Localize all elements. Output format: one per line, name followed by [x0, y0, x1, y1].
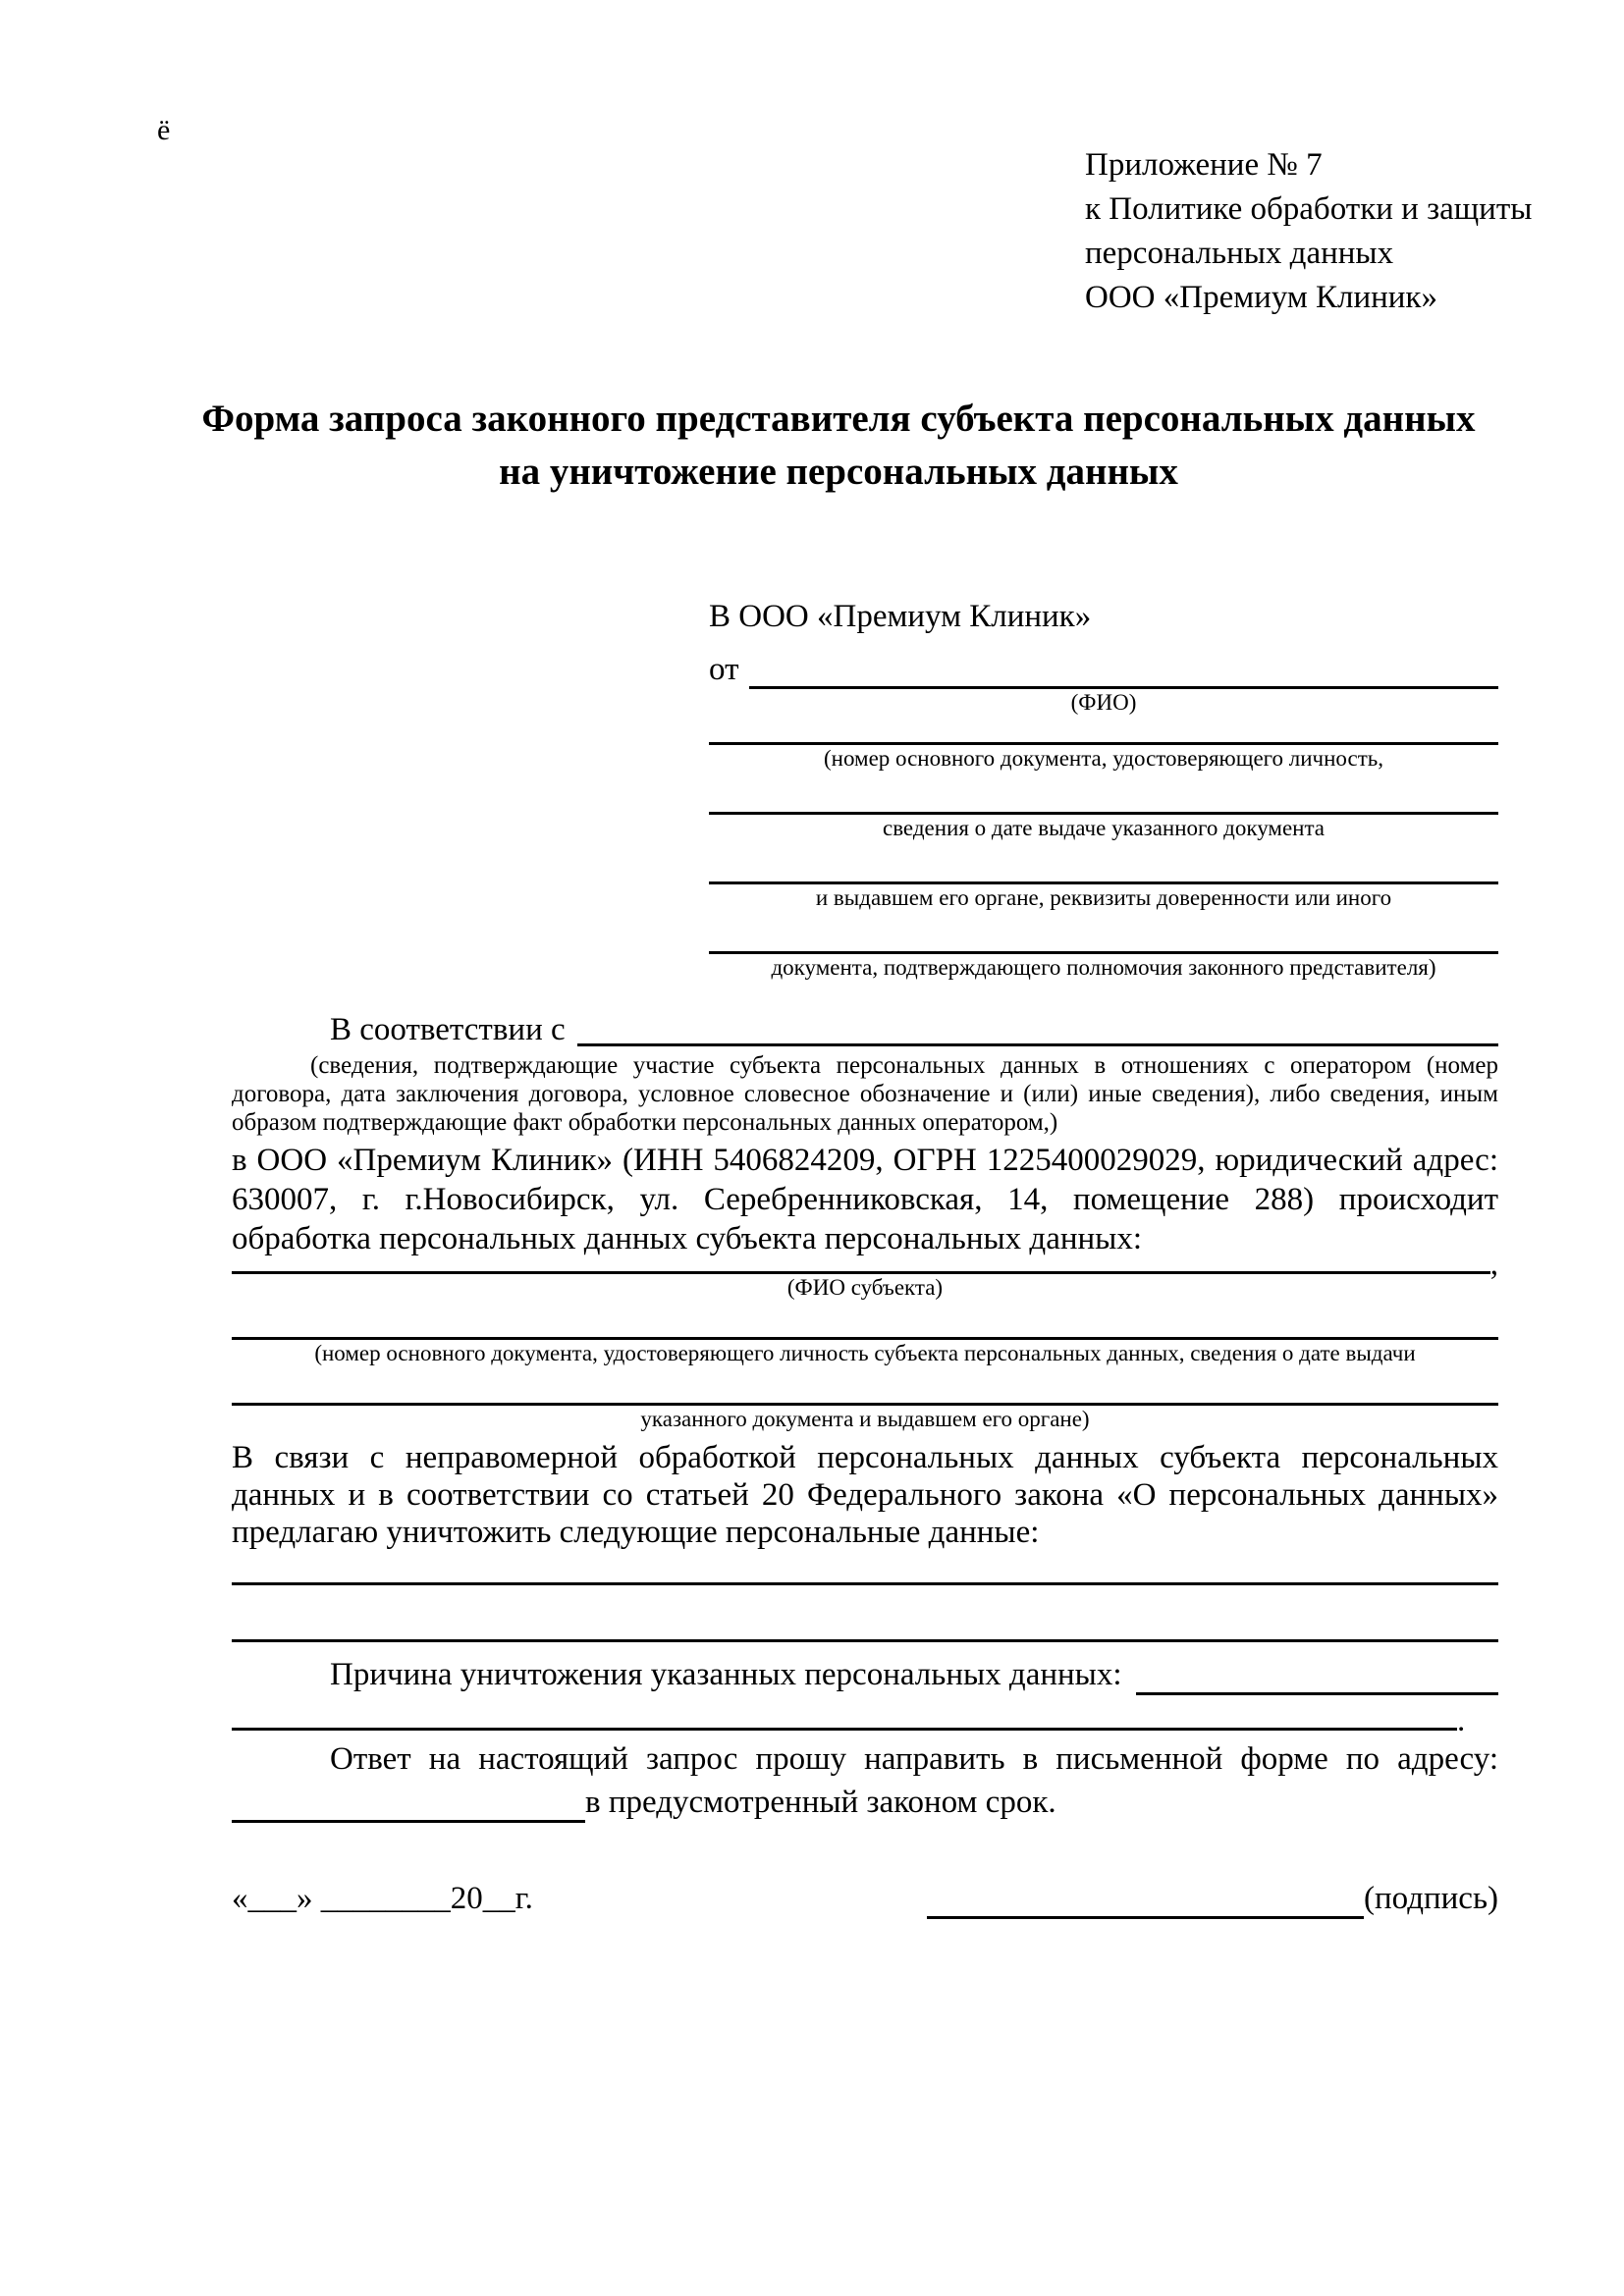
form-title	[179, 393, 1498, 499]
representative-doc-number-field[interactable]	[709, 717, 1498, 745]
main-body	[232, 1011, 1498, 1919]
form-title-line1: Форма запроса законного представителя субъекта персональных данных	[201, 398, 1476, 440]
fio-caption: (ФИО)	[1070, 690, 1137, 715]
appendix-policy-line2: персональных данных	[1085, 236, 1394, 271]
accordance-label: В соответствии с	[330, 1012, 566, 1047]
representative-doc-caption2: сведения о дате выдаче указанного документа	[882, 816, 1326, 840]
unlawful-processing-paragraph: В связи с неправомерной обработкой персональных данных субъекта персональных данных и в соответствии со статьей 20 Федерального закона «О персональных данных» предлагаю уничтожить следующие персональные данные:	[232, 1440, 1498, 1550]
date-template: «___» ________20__г.	[232, 1881, 533, 1916]
representative-doc-date-field[interactable]	[709, 773, 1498, 815]
appendix-org-name: ООО «Премиум Клиник»	[1085, 280, 1437, 315]
answer-paragraph: Ответ на настоящий запрос прошу направить в письменной форме по адресу:	[330, 1741, 1498, 1777]
addressee-block	[709, 595, 1498, 982]
signature-caption: (подпись)	[1364, 1881, 1498, 1916]
subject-fio-row	[232, 1247, 1498, 1282]
subject-fio-caption: (ФИО субъекта)	[786, 1275, 944, 1300]
appendix-number: Приложение № 7	[1085, 147, 1323, 183]
subject-doc-caption2: указанного документа и выдавшем его органе)	[640, 1407, 1090, 1431]
form-title-line2: на уничтожение персональных данных	[499, 451, 1178, 493]
subject-doc-issuer-field[interactable]	[232, 1367, 1498, 1406]
subject-doc-number-field[interactable]	[232, 1302, 1498, 1340]
signature-group	[927, 1878, 1498, 1919]
answer-address-row	[232, 1782, 1498, 1823]
representative-doc-caption4: документа, подтверждающего полномочия законного представителя)	[771, 955, 1436, 980]
data-to-destroy-field-2[interactable]	[232, 1585, 1498, 1642]
subject-doc-caption1: (номер основного документа, удостоверяющего личность субъекта персональных данных, сведения о дате выдачи	[314, 1341, 1416, 1365]
representative-doc-issuer-field[interactable]	[709, 842, 1498, 884]
reason-row	[232, 1646, 1498, 1695]
answer-suffix: в предусмотренный законом срок.	[585, 1785, 1056, 1820]
reason-field-2[interactable]	[232, 1695, 1457, 1731]
operator-paragraph: в ООО «Премиум Клиник» (ИНН 5406824209, ОГРН 1225400029029, юридический адрес: 630007, г. г.Новосибирск, ул. Серебренниковская, 14, помещение 288) происходит обработка персональных данных субъекта персональных данных:	[232, 1143, 1498, 1256]
reason-period: .	[1457, 1703, 1466, 1738]
trailing-comma: ,	[1489, 1247, 1498, 1282]
accordance-note: (сведения, подтверждающие участие субъекта персональных данных в отношениях с оператором (номер договора, дата заключения договора, условное словесное обозначение и (или) иные сведения), либо сведения, иным образом подтверждающие факт обработки персональных данных оператором,)	[232, 1052, 1498, 1136]
representative-doc-caption3: и выдавшем его органе, реквизиты доверенности или иного	[815, 885, 1392, 910]
appendix-header	[1085, 143, 1532, 320]
footer-row	[232, 1878, 1498, 1919]
accordance-row	[232, 1011, 1498, 1046]
representative-authority-doc-field[interactable]	[709, 912, 1498, 954]
data-to-destroy-field-1[interactable]	[232, 1551, 1498, 1585]
answer-address-field[interactable]	[232, 1782, 585, 1823]
addressee-org: В ООО «Премиум Клиник»	[709, 599, 1092, 634]
appendix-policy-line: к Политике обработки и защиты	[1085, 191, 1533, 227]
representative-doc-caption1: (номер основного документа, удостоверяющего личность,	[823, 746, 1383, 771]
accordance-field[interactable]	[577, 1043, 1498, 1046]
from-row	[709, 638, 1498, 689]
reason-label: Причина уничтожения указанных персональных данных:	[330, 1657, 1122, 1692]
signature-field[interactable]	[927, 1878, 1364, 1919]
stray-character: ё	[157, 114, 171, 146]
from-label: от	[709, 652, 739, 687]
reason-continuation-row	[232, 1695, 1498, 1738]
